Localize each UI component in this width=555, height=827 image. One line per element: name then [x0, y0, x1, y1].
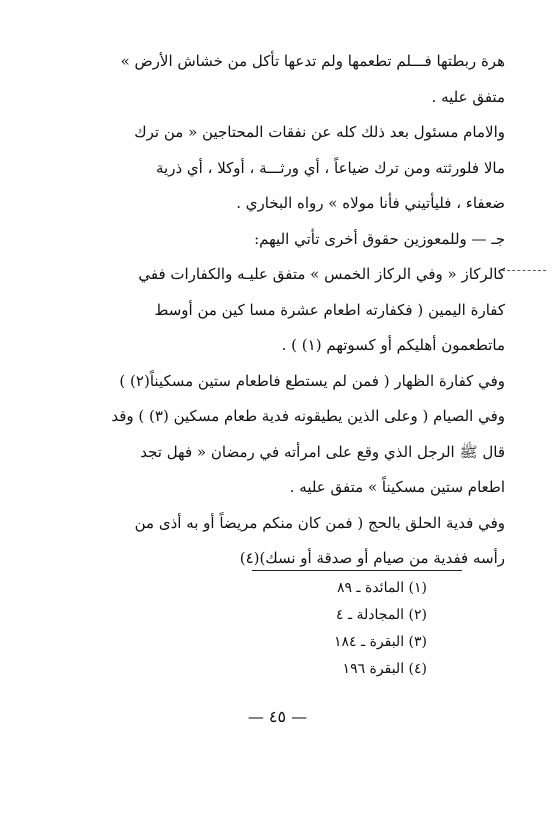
text-line: مالا فلورثته ومن ترك ضياعاً ، أي ورثـــة ، أوكلا ، أي ذرية	[156, 158, 505, 177]
footnotes	[257, 575, 427, 683]
text-line: وفي الصيام ( وعلى الذين يطيقونه فدية طعام مسكين (٣) ) وقد	[111, 407, 505, 425]
footnote-item: (٤) البقرة ١٩٦	[342, 661, 427, 677]
page-number: — ٤٥ —	[247, 707, 308, 726]
footnote-item: (١) المائدة ـ ٨٩	[336, 580, 427, 596]
text-line: ماتطعمون أهليكم أو كسوتهم (١) ) .	[281, 336, 505, 354]
text-line: رأسه ففدية من صيام أو صدقة أو نسك)(٤)	[239, 549, 505, 567]
body-text	[42, 44, 505, 577]
text-line: ضعفاء ، فليأتيني فأنا مولاه » رواه البخاري .	[236, 194, 505, 212]
text-line: قال ﷺ الرجل الذي وقع على امرأته في رمضان « فهل تجد	[140, 442, 505, 461]
text-line: كفارة اليمين ( فكفارته اطعام عشرة مسا كين من أوسط	[154, 300, 505, 319]
text-line: والامام مسئول بعد ذلك كله عن نفقات المحتاجين « من ترك	[134, 123, 505, 141]
text-line: وفي كفارة الظهار ( فمن لم يستطع فاطعام ستين مسكيناً(٢) )	[119, 371, 505, 390]
section-heading: جـ — وللمعوزين حقوق أخرى تأتي اليهم:	[254, 229, 505, 248]
footnote-divider	[252, 570, 462, 571]
text-line: وفي فدية الحلق بالحج ( فمن كان منكم مريضاً أو به أذى من	[134, 513, 505, 532]
footnote-item: (٣) البقرة ـ ١٨٤	[334, 634, 427, 650]
margin-mark	[502, 270, 546, 271]
text-line: كالركاز « وفي الركاز الخمس » متفق عليـه والكفارات ففي	[138, 265, 505, 283]
text-line: اطعام ستين مسكيناً » متفق عليه .	[289, 478, 505, 496]
text-line: هرة ربطتها فـــلم تطعمها ولم تدعها تأكل من خشاش الأرض »	[120, 52, 505, 70]
text-line: متفق عليه .	[431, 87, 505, 106]
footnote-item: (٢) المجادلة ـ ٤	[335, 607, 427, 623]
